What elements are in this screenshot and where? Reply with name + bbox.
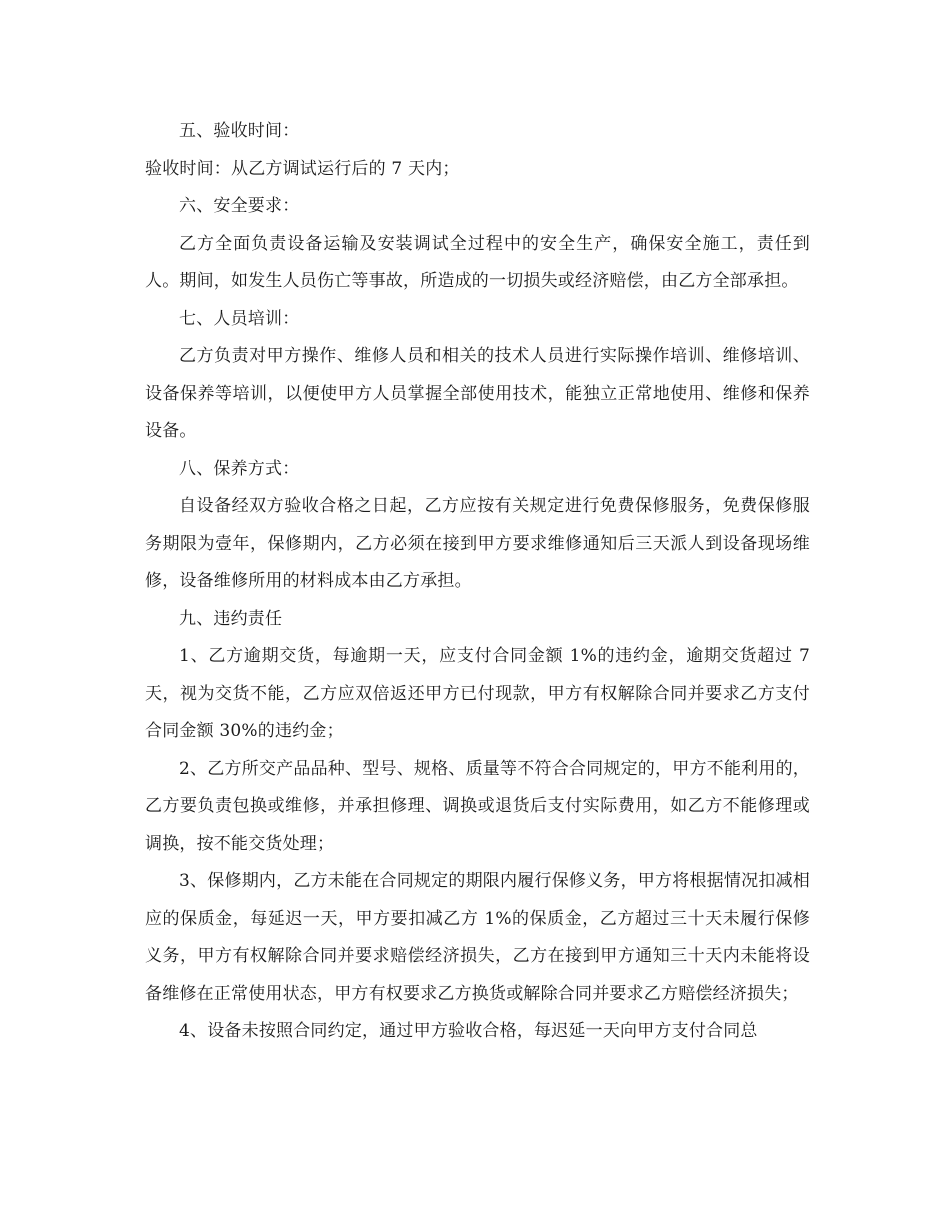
section-heading-safety: 六、安全要求： [179, 196, 300, 216]
safety-paragraph: 乙方全面负责设备运输及安装调试全过程中的安全生产，确保安全施工，责任到人。期间，如发生人员伤亡等事故，所造成的一切损失或经济赔偿，由乙方全部承担。 [145, 233, 810, 291]
section-heading-liability: 九、违约责任 [179, 608, 283, 629]
liability-clause-2: 2、乙方所交产品品种、型号、规格、质量等不符合合同规定的，甲方不能利用的，乙方要负责包换或维修，并承担修理、调换或退货后支付实际费用，如乙方不能修理或调换，按不能交货处理； [145, 758, 810, 854]
maintenance-paragraph: 自设备经双方验收合格之日起，乙方应按有关规定进行免费保修服务，免费保修服务期限为壹年，保修期内，乙方必须在接到甲方要求维修通知后三天派人到设备现场维修，设备维修所用的材料成本由乙方承担。 [145, 496, 810, 591]
training-paragraph: 乙方负责对甲方操作、维修人员和相关的技术人员进行实际操作培训、维修培训、设备保养等培训，以便使甲方人员掌握全部使用技术，能独立正常地使用、维修和保养设备。 [145, 346, 810, 441]
acceptance-time-text: 验收时间：从乙方调试运行后的 7 天内； [145, 158, 460, 179]
document-body [145, 113, 810, 1051]
liability-clause-3: 3、保修期内，乙方未能在合同规定的期限内履行保修义务，甲方将根据情况扣减相应的保质金，每延迟一天，甲方要扣减乙方 1%的保质金，乙方超过三十天未履行保修义务，甲方有权解除合同并要求赔偿经济损失，乙方在接到甲方通知三十天内未能将设备维修在正常使用状态，甲方有权要求乙方换货或解除合同并要求乙方赔偿经济损失； [145, 871, 810, 1004]
section-heading-training: 七、人员培训： [179, 308, 300, 329]
section-heading-acceptance-time: 五、验收时间： [179, 121, 300, 141]
section-heading-maintenance: 八、保养方式： [179, 458, 300, 479]
liability-clause-1: 1、乙方逾期交货，每逾期一天，应支付合同金额 1%的违约金，逾期交货超过 7 天，视为交货不能，乙方应双倍返还甲方已付现款，甲方有权解除合同并要求乙方支付合同金额 30%的违约金； [145, 646, 810, 741]
liability-clause-4: 4、设备未按照合同约定，通过甲方验收合格，每迟延一天向甲方支付合同总 [179, 1021, 758, 1041]
